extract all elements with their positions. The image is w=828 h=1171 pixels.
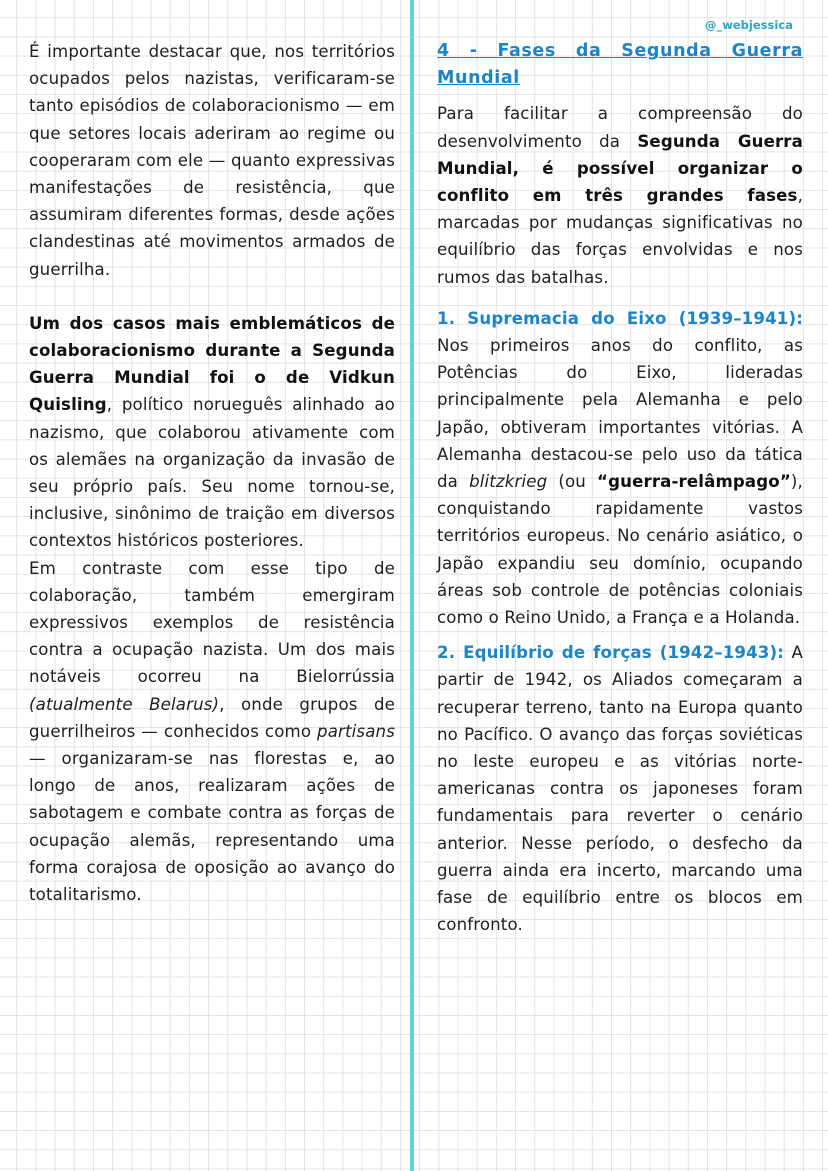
phase-2-heading: 2. Equilíbrio de forças (1942–1943):	[437, 643, 785, 663]
right-column	[437, 38, 803, 939]
paragraph-collaboration-intro: É importante destacar que, nos territórios ocupados pelos nazistas, verificaram-se tanto episódios de colaboracionismo — em que setores locais aderiram ao regime ou cooperaram com ele — quanto expressivas manifestações de resistência, que assumiram diferentes formas, desde ações clandestinas até movimentos armados de guerrilha.	[29, 42, 395, 279]
intro-bold-text: Segunda Guerra Mundial, é possível organizar o conflito em três grandes fases	[437, 131, 803, 206]
paragraph-phases-intro: Para facilitar a compreensão do desenvolvimento da Segunda Guerra Mundial, é possível organizar o conflito em três grandes fases, marcadas por mudanças significativas no equilíbrio das forças envolvidas e nos rumos das batalhas.	[437, 104, 803, 287]
paragraph-resistance: Em contraste com esse tipo de colaboração, também emergiram expressivos exemplos de resistência contra a ocupação nazista. Um dos mais notáveis ocorreu na Bielorrússia (atualmente Belarus), onde grupos de guerrilheiros — conhecidos como partisans — organizaram-se nas florestas e, ao longo de anos, realizaram ações de sabotagem e combate contra as forças de ocupação alemãs, representando uma forma corajosa de oposição ao avanço do totalitarismo.	[29, 558, 395, 905]
blitzkrieg-italic-text: blitzkrieg	[469, 472, 548, 492]
phase-1-heading: 1. Supremacia do Eixo (1939–1941):	[437, 308, 803, 328]
paragraph-phase-2: 2. Equilíbrio de forças (1942–1943): A partir de 1942, os Aliados começaram a recuperar terreno, tanto na Europa quanto no Pacífico. O avanço das forças soviéticas no leste europeu e as vitórias norte-americanas contra os japoneses foram fundamentais para reverter o cenário anterior. Nesse período, o desfecho da guerra ainda era incerto, marcando uma fase de equilíbrio entre os blocos em confronto.	[437, 643, 803, 935]
watermark: @_webjessica	[705, 18, 793, 32]
section-title: 4 - Fases da Segunda Guerra Mundial	[437, 41, 803, 89]
paragraph-phase-1: 1. Supremacia do Eixo (1939–1941): Nos primeiros anos do conflito, as Potências do Eixo, lideradas principalmente pela Alemanha e pelo Japão, obtiveram importantes vitórias. A Alemanha destacou-se pelo uso da tática da blitzkrieg (ou “guerra-relâmpago”), conquistando rapidamente vastos territórios europeus. No cenário asiático, o Japão expandiu seu domínio, ocupando áreas sob controle de potências coloniais como o Reino Unido, a França e a Holanda.	[437, 308, 803, 628]
belarus-italic-text: (atualmente Belarus)	[29, 694, 220, 714]
guerra-relampago-bold-text: “guerra-relâmpago”	[597, 472, 791, 492]
paragraph-quisling: Um dos casos mais emblemáticos de colaboracionismo durante a Segunda Guerra Mundial foi o de Vidkun Quisling, político norueguês alinhado ao nazismo, que colaborou ativamente com os alemães na organização da invasão de seu próprio país. Seu nome tornou-se, inclusive, sinônimo de traição em diversos contextos históricos posteriores.	[29, 313, 395, 551]
column-divider	[410, 0, 414, 1171]
partisans-italic-text: partisans	[317, 721, 395, 741]
quisling-bold-text: Um dos casos mais emblemáticos de colaboracionismo durante a Segunda Guerra Mundial foi o de Vidkun Quisling	[29, 313, 395, 415]
left-column	[29, 38, 395, 908]
